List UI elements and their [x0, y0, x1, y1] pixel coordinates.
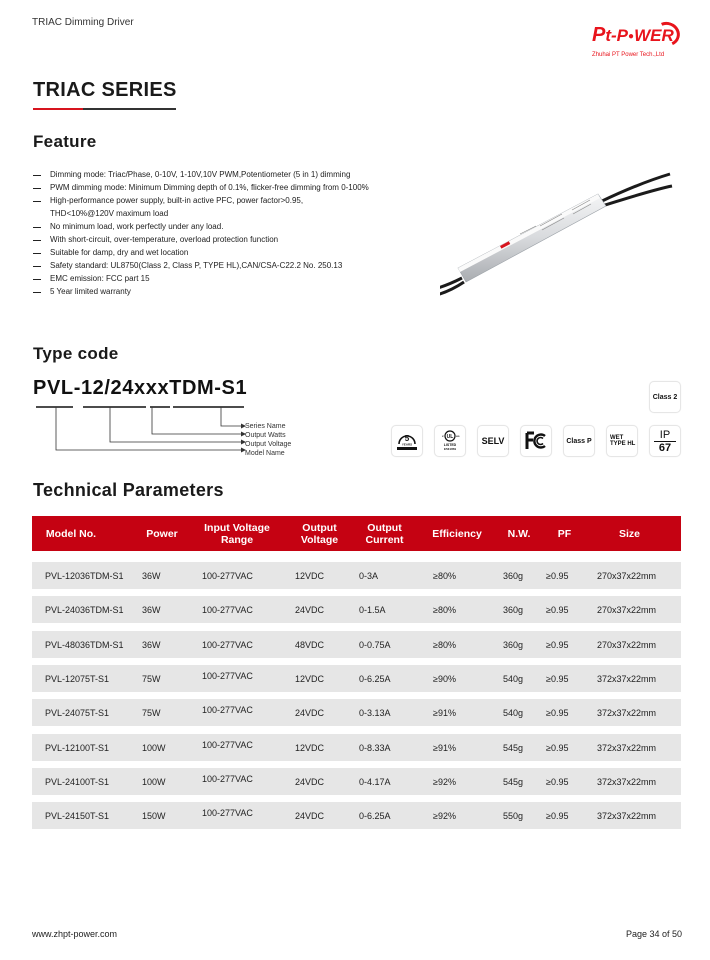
text-label: IP [659, 428, 671, 441]
table-cell: ≥92% [433, 776, 456, 787]
table-cell: 0-3.13A [359, 707, 391, 718]
table-cell: ≥0.95 [546, 673, 569, 684]
table-cell: ≥0.95 [546, 810, 569, 821]
class-p-icon [563, 425, 595, 457]
feature-item [33, 194, 363, 220]
table-cell: 0-0.75A [359, 639, 391, 650]
table-cell: 12VDC [295, 570, 325, 581]
table-cell: PVL-24150T-S1 [45, 810, 110, 821]
table-cell: 545g [503, 776, 524, 787]
column-header-pf: PF [557, 527, 572, 540]
table-row [32, 562, 681, 589]
table-cell: 540g [503, 707, 524, 718]
table-cell: 372x37x22mm [597, 776, 657, 787]
title-underline-accent [33, 108, 83, 110]
svg-text:E531059: E531059 [443, 447, 457, 451]
table-cell: 360g [503, 570, 524, 581]
fcc-icon [520, 425, 552, 457]
type-code-legend [245, 422, 291, 458]
table-cell: 48VDC [295, 639, 325, 650]
table-cell: 100-277VAC [202, 671, 253, 681]
text-label: Suitable for damp, dry and wet location [50, 248, 189, 257]
text-label: No minimum load, work perfectly under any load. [50, 222, 224, 231]
table-cell: 100-277VAC [202, 808, 253, 818]
table-cell: 0-4.17A [359, 776, 391, 787]
selv-icon [477, 425, 509, 457]
table-cell: ≥90% [433, 673, 456, 684]
column-header-efficiency: Efficiency [432, 527, 482, 540]
table-cell: ≥80% [433, 570, 456, 581]
table-cell: 24VDC [295, 604, 325, 615]
table-cell: 372x37x22mm [597, 673, 657, 684]
table-cell: PVL-12075T-S1 [45, 673, 110, 684]
table-cell: 100-277VAC [202, 570, 253, 581]
column-header-output-voltage: Output Voltage [300, 521, 339, 546]
svg-text:5: 5 [404, 434, 410, 443]
table-cell: ≥80% [433, 639, 456, 650]
table-cell: ≥0.95 [546, 742, 569, 753]
table-cell: 0-1.5A [359, 604, 386, 615]
type-code-string: PVL-12/24xxxTDM-S1 [33, 377, 248, 399]
text-label: PWM dimming mode: Minimum Dimming depth of 0.1%, flicker-free dimming from 0-100% [50, 183, 369, 192]
table-cell: 360g [503, 639, 524, 650]
table-header-row [32, 516, 681, 551]
table-cell: ≥0.95 [546, 604, 569, 615]
table-cell: 372x37x22mm [597, 810, 657, 821]
text-label: 5 Year limited warranty [50, 287, 131, 296]
column-header-output-current: Output Current [365, 521, 404, 546]
table-cell: ≥92% [433, 810, 456, 821]
table-cell: 372x37x22mm [597, 707, 657, 718]
logo-subtitle: Zhuhai PT Power Tech.,Ltd [592, 52, 665, 58]
text-label: Class 2 [652, 393, 678, 401]
table-cell: 270x37x22mm [597, 604, 657, 615]
table-cell: 75W [142, 707, 161, 718]
document-header-title: TRIAC Dimming Driver [32, 17, 134, 28]
text-label: With short-circuit, over-temperature, overload protection function [50, 235, 279, 244]
ul-listed-icon [434, 425, 466, 457]
website-link[interactable]: www.zhpt-power.com [32, 929, 118, 939]
table-cell: 36W [142, 639, 161, 650]
svg-text:YEARS: YEARS [401, 442, 413, 447]
table-cell: 372x37x22mm [597, 742, 657, 753]
feature-item [33, 259, 413, 272]
table-cell: 12VDC [295, 673, 325, 684]
table-cell: PVL-24075T-S1 [45, 707, 110, 718]
svg-text:us: us [456, 434, 460, 438]
column-header-input-voltage: Input Voltage Range [204, 521, 270, 546]
feature-item [33, 246, 413, 259]
table-cell: 0-3A [359, 570, 379, 581]
table-row [32, 699, 681, 726]
table-cell: 12VDC [295, 742, 325, 753]
column-header-model: Model No. [45, 527, 97, 540]
table-cell: ≥91% [433, 707, 456, 718]
column-header-net-weight: N.W. [507, 527, 531, 540]
page-number: Page 34 of 50 [625, 929, 682, 939]
text-label: TYPE HL [610, 441, 636, 447]
wet-type-hl-icon [606, 425, 638, 457]
text-label: High-performance power supply, built-in active PFC, power factor>0.95, THD<10%@120V maximum load [50, 196, 304, 218]
table-cell: 270x37x22mm [597, 570, 657, 581]
type-code-heading: Type code [33, 344, 119, 363]
table-cell: 24VDC [295, 810, 325, 821]
five-year-warranty-icon [391, 425, 423, 457]
table-cell: 100W [142, 776, 166, 787]
table-cell: 0-8.33A [359, 742, 391, 753]
text-label: 67 [658, 441, 672, 454]
feature-item [33, 181, 378, 194]
feature-item [33, 168, 413, 181]
table-row [32, 631, 681, 658]
column-header-size: Size [618, 527, 640, 540]
svg-text:LISTED: LISTED [443, 443, 457, 447]
title-underline [83, 108, 176, 110]
table-cell: 75W [142, 673, 161, 684]
feature-item [33, 220, 413, 233]
text-label: Safety standard: UL8750(Class 2, Class P, TYPE HL),CAN/CSA-C22.2 No. 250.13 [50, 261, 343, 270]
table-row [32, 665, 681, 692]
table-cell: 100-277VAC [202, 740, 253, 750]
table-cell: 0-6.25A [359, 810, 391, 821]
text-label: SELV [481, 436, 505, 446]
table-cell: ≥80% [433, 604, 456, 615]
text-label: Dimming mode: Triac/Phase, 0-10V, 1-10V,10V PWM,Potentiometer (5 in 1) dimming [50, 170, 351, 179]
table-cell: 545g [503, 742, 524, 753]
table-cell: 100-277VAC [202, 639, 253, 650]
feature-item [33, 272, 413, 285]
table-cell: 100-277VAC [202, 774, 253, 784]
table-row [32, 768, 681, 795]
table-cell: PVL-48036TDM-S1 [45, 639, 124, 650]
table-cell: ≥0.95 [546, 776, 569, 787]
table-row [32, 802, 681, 829]
technical-parameters-table [32, 516, 681, 551]
table-cell: PVL-12036TDM-S1 [45, 570, 124, 581]
table-cell: 270x37x22mm [597, 639, 657, 650]
table-row [32, 734, 681, 761]
table-cell: 100-277VAC [202, 604, 253, 615]
ip67-icon [649, 425, 681, 457]
legend-model-name: Model Name [245, 450, 285, 457]
legend-output-voltage: Output Voltage [245, 441, 292, 448]
legend-series-name: Series Name [245, 423, 286, 430]
table-cell: PVL-24036TDM-S1 [45, 604, 124, 615]
feature-item [33, 233, 413, 246]
table-cell: 150W [142, 810, 166, 821]
series-title: TRIAC SERIES [33, 79, 177, 101]
legend-output-watts: Output Watts [245, 432, 286, 439]
table-cell: 36W [142, 570, 161, 581]
table-cell: 550g [503, 810, 524, 821]
table-cell: 360g [503, 604, 524, 615]
text-label: Class P [566, 437, 592, 445]
technical-parameters-heading: Technical Parameters [33, 480, 224, 500]
table-cell: 100-277VAC [202, 705, 253, 715]
table-cell: ≥0.95 [546, 707, 569, 718]
table-cell: ≥0.95 [546, 639, 569, 650]
led-driver-product-image [440, 160, 710, 310]
table-cell: 36W [142, 604, 161, 615]
logo-wordmark: Pt-P●WER [592, 24, 674, 46]
class-2-badge [649, 381, 681, 413]
text-label: EMC emission: FCC part 15 [50, 274, 150, 283]
table-cell: ≥0.95 [546, 570, 569, 581]
feature-item [33, 285, 413, 298]
company-logo [592, 24, 684, 64]
svg-text:c: c [442, 434, 444, 438]
svg-text:UL: UL [446, 434, 454, 440]
table-cell: PVL-24100T-S1 [45, 776, 110, 787]
feature-list [33, 168, 413, 298]
table-cell: 540g [503, 673, 524, 684]
text-label: WET [610, 435, 624, 441]
table-cell: 24VDC [295, 707, 325, 718]
feature-heading: Feature [33, 132, 97, 151]
table-cell: ≥91% [433, 742, 456, 753]
column-header-power: Power [146, 527, 178, 540]
table-cell: PVL-12100T-S1 [45, 742, 110, 753]
table-row [32, 596, 681, 623]
table-cell: 0-6.25A [359, 673, 391, 684]
table-cell: 24VDC [295, 776, 325, 787]
table-cell: 100W [142, 742, 166, 753]
table-body [32, 562, 681, 832]
